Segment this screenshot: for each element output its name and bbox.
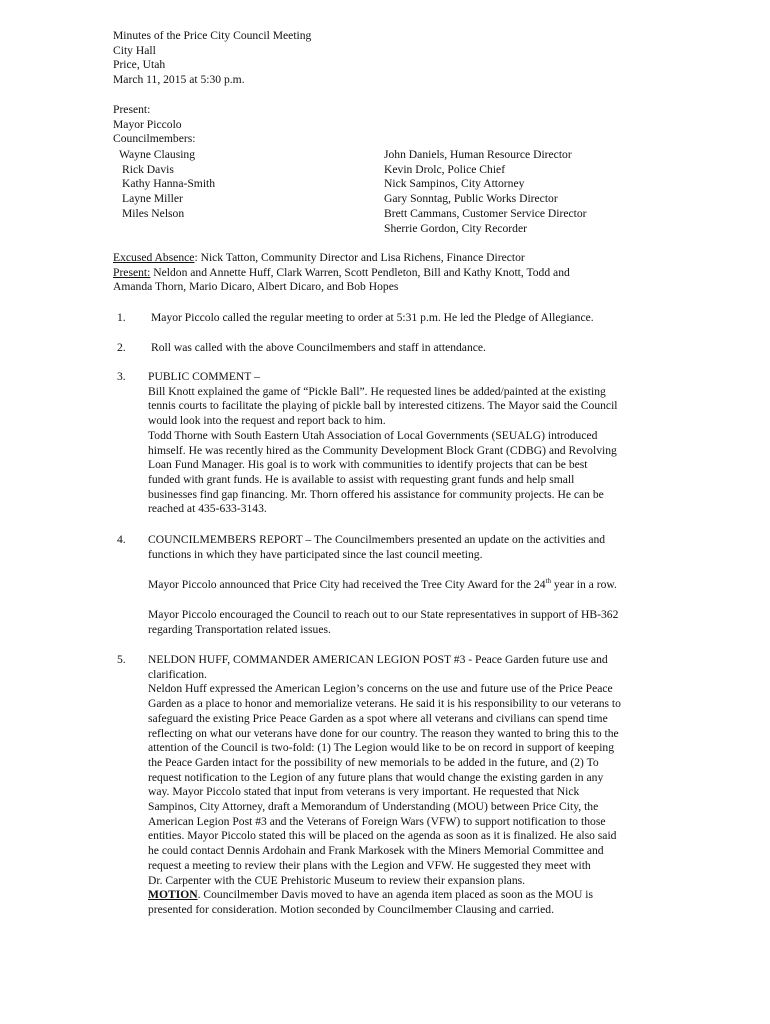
councilmember: Wayne Clausing xyxy=(119,148,196,161)
tree-city-text: Mayor Piccolo announced that Price City had received the Tree City Award for the 24 xyxy=(148,578,546,591)
councilmember: Kathy Hanna-Smith xyxy=(122,177,216,191)
item-number: 4. xyxy=(117,533,126,546)
paragraph-line: request a meeting to review their plans with the Legion and VFW. He suggested they meet with xyxy=(148,858,591,872)
paragraph-line: he could contact Dennis Ardohain and Frank Markosek with the Miners Memorial Committee and xyxy=(148,844,604,858)
item-3-heading: PUBLIC COMMENT – xyxy=(148,370,260,383)
excused-line xyxy=(113,251,570,266)
councilmember-list xyxy=(119,148,215,222)
public-present-label: Present: xyxy=(113,265,151,279)
paragraph-line: American Legion Post #3 and the Veterans of Foreign Wars (VFW) to support notification to those xyxy=(148,814,606,828)
item-4-heading: COUNCILMEMBERS REPORT – The Councilmembers presented an update on the activities and xyxy=(148,533,606,546)
motion-label: MOTION xyxy=(148,888,198,902)
staff-member: Sherrie Gordon, City Recorder xyxy=(384,221,527,235)
attendance-section xyxy=(113,251,570,295)
staff-member: Nick Sampinos, City Attorney xyxy=(384,177,525,191)
header-location: City Hall xyxy=(113,43,156,57)
item-5-heading: NELDON HUFF, COMMANDER AMERICAN LEGION POST #3 - Peace Garden future use and xyxy=(148,653,608,666)
paragraph-line: request notification to the Legion of any future plans that would change the existing garden in any xyxy=(148,770,604,784)
staff-list xyxy=(384,148,587,236)
paragraph-line: the Peace Garden intact for the possibility of new memorials to be added in the future, and (2) To xyxy=(148,755,599,769)
councilmembers-label: Councilmembers: xyxy=(113,132,196,146)
hb-362-paragraph xyxy=(148,608,618,637)
paragraph-line: reached at 435-633-3143. xyxy=(148,502,267,516)
councilmember: Rick Davis xyxy=(122,162,174,176)
staff-member: Brett Cammans, Customer Service Director xyxy=(384,206,587,220)
paragraph-line: tennis courts to facilitate the playing of pickle ball by interested citizens. The Mayor said the Council xyxy=(148,399,618,413)
paragraph-line: regarding Transportation related issues. xyxy=(148,622,331,636)
paragraph-line: would look into the request and report back to him. xyxy=(148,414,386,428)
item-number: 1. xyxy=(117,311,126,324)
excused-label: Excused Absence xyxy=(113,251,195,264)
item-4-councilmembers-report xyxy=(148,533,605,562)
paragraph-line: attention of the Council is two-fold: (1) The Legion would like to be on record in support of keeping xyxy=(148,741,615,755)
item-5-peace-garden xyxy=(148,653,621,918)
motion-line xyxy=(148,888,621,903)
councilmember: Layne Miller xyxy=(122,192,183,206)
item-number: 2. xyxy=(117,341,126,354)
tree-city-text-end: year in a row. xyxy=(551,578,617,591)
header-city: Price, Utah xyxy=(113,58,166,72)
paragraph-line: Garden as a place to honor and memorialize veterans. He said it is his responsibility to our veterans to xyxy=(148,697,621,711)
item-3-public-comment xyxy=(148,370,618,517)
paragraph-line: entities. Mayor Piccolo stated this will be placed on the agenda as soon as it is finalized. He also said xyxy=(148,829,617,843)
paragraph-line: Mayor Piccolo encouraged the Council to reach out to our State representatives in support of HB-362 xyxy=(148,608,619,621)
paragraph-line: functions in which they have participated since the last council meeting. xyxy=(148,547,483,561)
councilmember: Miles Nelson xyxy=(122,206,185,220)
item-number: 3. xyxy=(117,370,126,383)
public-present-line-2: Amanda Thorn, Mario Dicaro, Albert Dicaro, and Bob Hopes xyxy=(113,280,399,294)
paragraph-line: safeguard the existing Price Peace Garden as a spot where all veterans and civilians can spend time xyxy=(148,711,608,725)
paragraph-line: businesses find gap financing. Mr. Thorn offered his assistance for community projects. He can be xyxy=(148,487,604,501)
item-5-heading-cont: clarification. xyxy=(148,667,207,681)
paragraph-line: himself. He was recently hired as the Community Development Block Grant (CDBG) and Revolving xyxy=(148,443,617,457)
motion-text: . Councilmember Davis moved to have an agenda item placed as soon as the MOU is xyxy=(197,888,593,902)
public-present-text: Neldon and Annette Huff, Clark Warren, Scott Pendleton, Bill and Kathy Knott, Todd and xyxy=(150,265,570,279)
motion-line-2: presented for consideration. Motion seconded by Councilmember Clausing and carried. xyxy=(148,902,554,916)
staff-member: Kevin Drolc, Police Chief xyxy=(384,162,506,176)
item-1-text: Mayor Piccolo called the regular meeting to order at 5:31 p.m. He led the Pledge of Allegiance. xyxy=(151,311,594,324)
paragraph-line: funded with grant funds. He is available to assist with requesting grant funds and help small xyxy=(148,472,575,486)
paragraph-line: Sampinos, City Attorney, draft a Memorandum of Understanding (MOU) between Price City, the xyxy=(148,800,599,814)
item-number: 5. xyxy=(117,653,126,666)
header-title: Minutes of the Price City Council Meeting xyxy=(113,29,312,42)
paragraph-line: way. Mayor Piccolo stated that input from veterans is very important. He requested that Nick xyxy=(148,785,580,799)
paragraph-line: Neldon Huff expressed the American Legion’s concerns on the use and future use of the Price Peace xyxy=(148,682,613,696)
paragraph-line: reflecting on what our veterans have done for our country. The reason they wanted to bring this to the xyxy=(148,726,619,740)
public-present-line xyxy=(113,266,570,281)
staff-member: Gary Sonntag, Public Works Director xyxy=(384,192,558,206)
ordinal-suffix: th xyxy=(545,577,551,585)
item-2-text: Roll was called with the above Councilmembers and staff in attendance. xyxy=(151,341,486,354)
mayor-name: Mayor Piccolo xyxy=(113,117,182,131)
staff-member: John Daniels, Human Resource Director xyxy=(384,148,572,161)
excused-text: : Nick Tatton, Community Director and Lisa Richens, Finance Director xyxy=(194,251,525,264)
paragraph-line: Todd Thorne with South Eastern Utah Association of Local Governments (SEUALG) introduced xyxy=(148,428,598,442)
paragraph-line: Bill Knott explained the game of “Pickle Ball”. He requested lines be added/painted at the existing xyxy=(148,384,606,398)
paragraph-line: Dr. Carpenter with the CUE Prehistoric Museum to review their expansion plans. xyxy=(148,873,526,887)
document-header xyxy=(113,29,311,88)
present-section xyxy=(113,103,195,147)
header-date: March 11, 2015 at 5:30 p.m. xyxy=(113,73,245,87)
present-label: Present: xyxy=(113,103,151,116)
paragraph-line: Loan Fund Manager. His goal is to work with communities to identify projects that can be best xyxy=(148,458,588,472)
tree-city-award-line xyxy=(148,578,617,593)
